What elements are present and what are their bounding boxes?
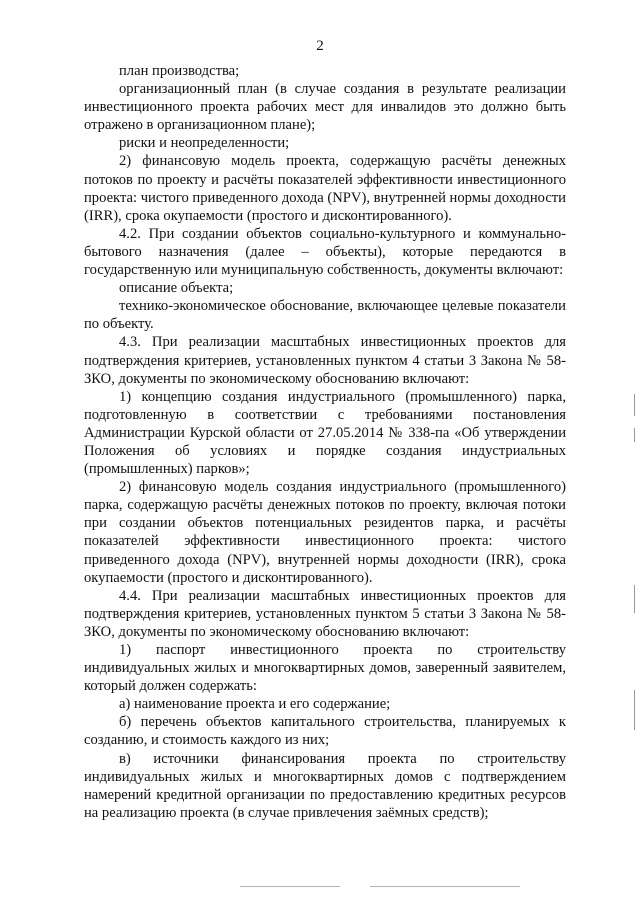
paragraph: 4.3. При реализации масштабных инвестиционных проектов для подтверждения критериев, установленных пунктом 4 статьи 3 Закона № 58-ЗКО, документы по экономическому обоснованию включают: — [84, 334, 566, 387]
paragraph: 2) финансовую модель создания индустриального (промышленного) парка, содержащую расчёты денежных потоков по проекту, включая потоки при создании объектов потенциальных резидентов парка, и расчёты показателей эффективности инвестиционного проекта: чистого приведенного дохода (NPV), внутренней нормы доходности (IRR), срока окупаемости (простого и дисконтированного). — [84, 479, 566, 586]
scan-edge-mark — [634, 428, 635, 442]
scan-edge-mark — [634, 690, 635, 730]
paragraph: 1) паспорт инвестиционного проекта по строительству индивидуальных жилых и многоквартирных домов, заверенный заявителем, который должен содержать: — [84, 642, 566, 695]
paragraph: технико-экономическое обоснование, включающее целевые показатели по объекту. — [84, 298, 566, 333]
paragraph: организационный план (в случае создания в результате реализации инвестиционного проекта рабочих мест для инвалидов это должно быть отражено в организационном плане); — [84, 81, 566, 134]
paragraph: 2) финансовую модель проекта, содержащую расчёты денежных потоков по проекту и расчёты показателей эффективности инвестиционного проекта: чистого приведенного дохода (NPV), внутренней нормы доходности (IRR), срока окупаемости (простого и дисконтированного). — [84, 153, 566, 224]
scan-edge-mark — [634, 394, 635, 416]
paragraph: 1) концепцию создания индустриального (промышленного) парка, подготовленную в соответствии с требованиями постановления Администрации Курской области от 27.05.2014 № 338-па «Об утверждении Положения об условиях и порядке создания индустриальных (промышленных) парков»; — [84, 388, 566, 478]
document-body — [84, 62, 566, 822]
paragraph: а) наименование проекта и его содержание; — [119, 696, 391, 713]
scan-bottom-rule — [240, 886, 340, 887]
paragraph: риски и неопределенности; — [119, 135, 290, 152]
scan-bottom-rule — [370, 886, 520, 887]
paragraph: 4.2. При создании объектов социально-культурного и коммунально-бытового назначения (далее – объекты), которые передаются в государственную или муниципальную собственность, документы включают: — [84, 225, 566, 279]
paragraph: в) источники финансирования проекта по строительству индивидуальных жилых и многоквартирных домов с подтверждением намерений кредитной организации по предоставлению кредитных ресурсов на реализацию проекта (в случае привлечения заёмных средств); — [84, 750, 566, 821]
page-number: 2 — [316, 38, 324, 54]
paragraph: план производства; — [119, 63, 240, 79]
paragraph: 4.4. При реализации масштабных инвестиционных проектов для подтверждения критериев, установленных пунктом 5 статьи 3 Закона № 58-ЗКО, документы по экономическому обоснованию включают: — [84, 587, 566, 640]
paragraph: описание объекта; — [119, 280, 234, 297]
scan-edge-mark — [634, 585, 635, 613]
paragraph: б) перечень объектов капитального строительства, планируемых к созданию, и стоимость каждого из них; — [84, 714, 566, 749]
